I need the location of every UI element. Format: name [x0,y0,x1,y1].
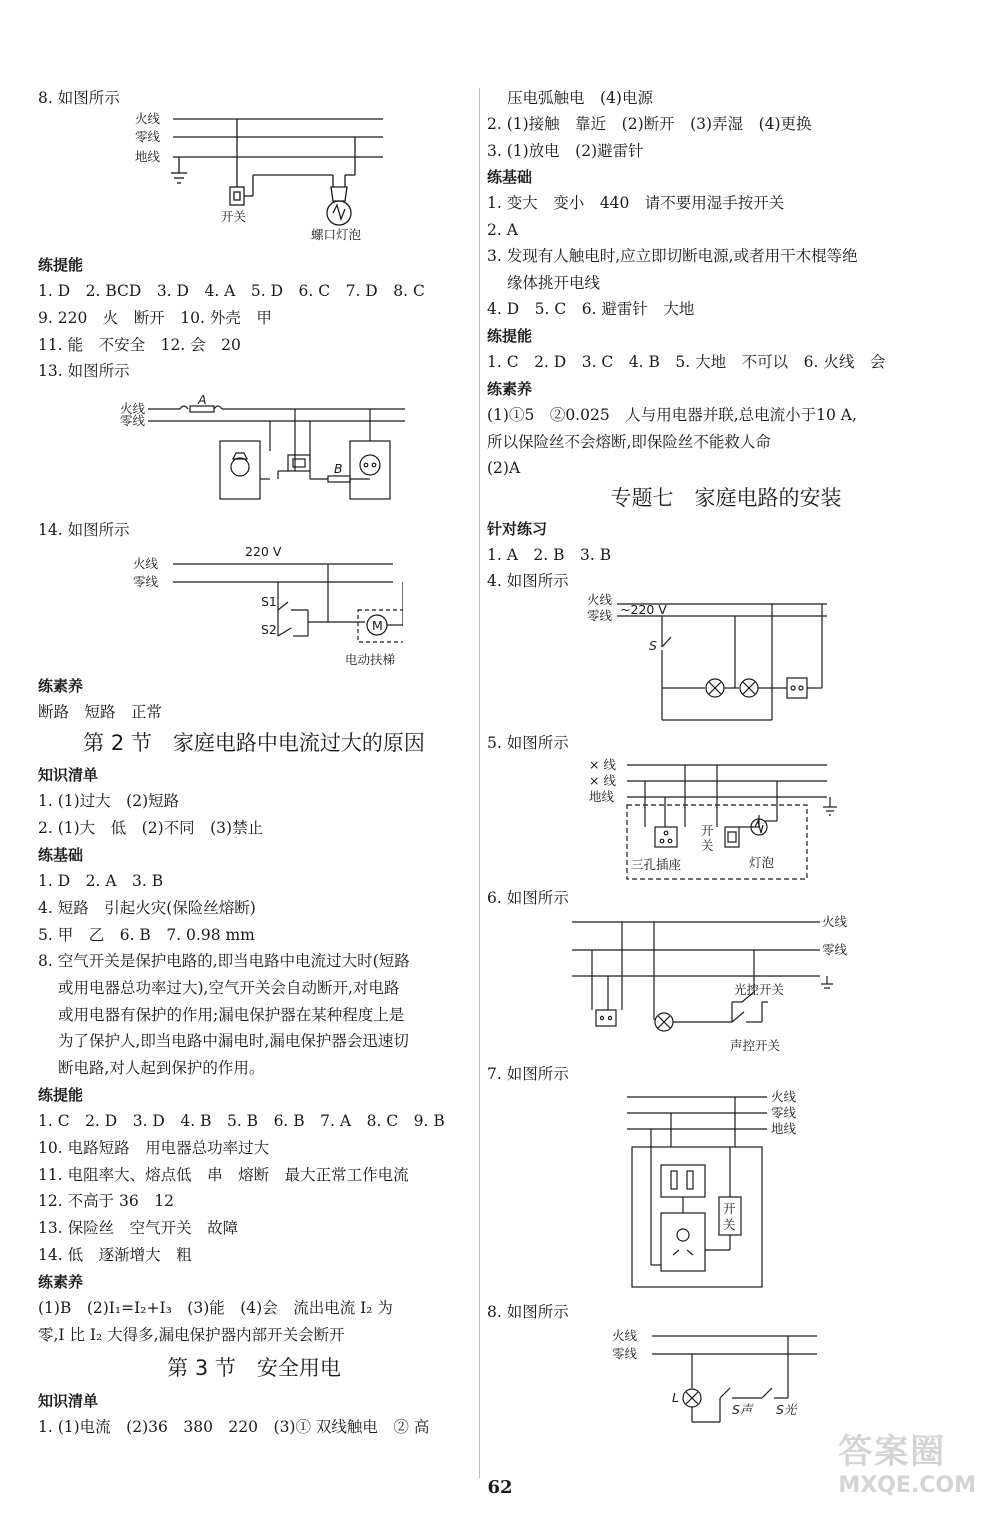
label-huoxian: 火线 [612,1328,638,1343]
answer-line: 1. 变大 变小 440 请不要用湿手按开关 [487,194,785,212]
answer-line: 8. 空气开关是保护电路的,即当电路中电流过大时(短路 [38,952,410,970]
label-dixian: 地线 [135,149,161,164]
answer-line: 断电路,对人起到保护的作用。 [58,1059,265,1077]
label-bulb: 灯泡 [749,855,775,870]
answer-line: 10. 电路短路 用电器总功率过大 [38,1139,270,1157]
answer-line: 所以保险丝不会熔断,即保险丝不能救人命 [487,433,771,451]
label-lamp-l: L [672,1390,679,1405]
label-huoxian: 火线 [771,1089,797,1104]
section-jichu: 练基础 [38,846,84,864]
section-tineng: 练提能 [487,327,533,345]
question-8-heading: 8. 如图所示 [38,89,120,107]
figure-q8-circuit-right [612,1322,832,1432]
label-guan: 关 [723,1217,736,1232]
topic-title-7: 专题七 家庭电路的安装 [610,486,842,510]
answer-line: 1. (1)电流 (2)36 380 220 (3)① 双线触电 ② 高 [38,1418,430,1436]
label-x-line-1: × 线 [589,757,616,772]
label-dixian: 地线 [771,1121,797,1136]
answer-line: 11. 电阻率大、熔点低 串 熔断 最大正常工作电流 [38,1166,409,1184]
label-lingxian: 零线 [587,608,613,623]
question-4-heading: 4. 如图所示 [487,572,569,590]
answer-line: 3. (1)放电 (2)避雷针 [487,142,644,160]
answer-line: (1)①5 ②0.025 人与用电器并联,总电流小于10 A, [487,406,857,424]
section-zhendui: 针对练习 [487,520,548,538]
label-voltage: ~220 V [620,602,667,617]
label-huoxian: 火线 [587,592,613,607]
question-7-heading: 7. 如图所示 [487,1065,569,1083]
section-tineng-2: 练提能 [38,1086,84,1104]
answer-line: 3. 发现有人触电时,应立即切断电源,或者用干木棍等绝 [487,247,858,265]
figure-q4-circuit [587,592,837,727]
question-13-heading: 13. 如图所示 [38,362,130,380]
label-fuse-a: A [198,395,207,407]
figure-q5-circuit [587,755,847,885]
label-switch: 开关 [221,209,247,224]
watermark-text: 答案圈 [838,1432,947,1472]
label-guan: 关 [701,838,714,853]
answer-line: 零,I 比 I₂ 大得多,漏电保护器内部开关会断开 [38,1326,345,1344]
label-switch-s: S [649,638,657,653]
label-kai: 开 [723,1201,736,1216]
label-s2: S2 [261,622,277,637]
label-x-line-2: × 线 [589,773,616,788]
figure-q13-circuit [120,395,420,505]
question-14-heading: 14. 如图所示 [38,521,130,539]
label-lingxian: 零线 [822,942,848,957]
answer-line: 1. D 2. A 3. B [38,872,164,890]
answer-line: 1. (1)过大 (2)短路 [38,792,180,810]
label-light-switch: 光控开关 [734,982,785,997]
answer-line: 或用电器有保护的作用;漏电保护器在某种程度上是 [58,1006,405,1024]
answer-line: 缘体挑开电线 [507,274,601,292]
label-huoxian: 火线 [822,914,848,929]
label-kai: 开 [701,823,714,838]
section-zhishi: 知识清单 [38,766,99,784]
question-5-heading: 5. 如图所示 [487,734,569,752]
label-s-sound: S声 [732,1402,753,1417]
answer-line: 4. 短路 引起火灾(保险丝熔断) [38,899,256,917]
figure-q7-circuit [627,1085,827,1295]
section-title-2: 第 2 节 家庭电路中电流过大的原因 [83,731,425,755]
watermark-url: MXQE.COM [838,1473,976,1498]
figure-q14-circuit [133,540,403,670]
answer-line: 为了保护人,即当电路中漏电时,漏电保护器会迅速切 [58,1032,409,1050]
label-s-light: S光 [776,1402,797,1417]
label-escalator: 电动扶梯 [345,652,396,667]
label-huoxian: 火线 [133,556,159,571]
section-tineng: 练提能 [38,256,84,274]
answer-line: 1. C 2. D 3. C 4. B 5. 大地 不可以 6. 火线 会 [487,353,886,371]
section-suyang-2: 练素养 [38,1273,84,1291]
answer-line: 压电弧触电 (4)电源 [507,89,653,107]
label-lingxian: 零线 [120,413,146,428]
answer-line: 1. C 2. D 3. D 4. B 5. B 6. B 7. A 8. C 9. B [38,1112,445,1130]
section-jichu: 练基础 [487,168,533,186]
answer-line: 2. (1)接触 靠近 (2)断开 (3)弄湿 (4)更换 [487,115,812,133]
answer-line: 断路 短路 正常 [38,703,163,721]
label-sound-switch: 声控开关 [730,1038,781,1053]
answer-line: 4. D 5. C 6. 避雷针 大地 [487,300,695,318]
answer-line: 12. 不高于 36 12 [38,1192,174,1210]
label-lingxian: 零线 [135,129,161,144]
label-huoxian: 火线 [120,401,146,416]
label-s1: S1 [261,594,277,609]
label-lingxian: 零线 [133,574,159,589]
page-number: 62 [487,1477,513,1498]
label-huoxian: 火线 [135,111,161,126]
answer-line: 1. D 2. BCD 3. D 4. A 5. D 6. C 7. D 8. C [38,282,425,300]
figure-q6-circuit [572,910,872,1060]
question-8-heading: 8. 如图所示 [487,1303,569,1321]
label-motor: M [372,618,383,633]
answer-line: 2. (1)大 低 (2)不同 (3)禁止 [38,819,264,837]
answer-line: 13. 保险丝 空气开关 故障 [38,1219,239,1237]
label-fuse-b: B [334,461,343,476]
label-dixian: 地线 [589,789,615,804]
label-voltage: 220 V [245,544,282,559]
section-title-3: 第 3 节 安全用电 [167,1356,341,1380]
label-three-pin-socket: 三孔插座 [631,857,682,872]
answer-line: 1. A 2. B 3. B [487,546,612,564]
figure-q8-circuit [133,105,393,245]
column-divider [479,88,480,1478]
answer-line: 2. A [487,221,518,239]
answer-line: 14. 低 逐渐增大 粗 [38,1246,192,1264]
label-lingxian: 零线 [771,1105,797,1120]
question-6-heading: 6. 如图所示 [487,889,569,907]
answer-line: (1)B (2)I₁=I₂+I₃ (3)能 (4)会 流出电流 I₂ 为 [38,1299,393,1317]
answer-line: 9. 220 火 断开 10. 外壳 甲 [38,309,272,327]
label-lingxian: 零线 [612,1346,638,1361]
label-screw-bulb: 螺口灯泡 [311,227,362,242]
watermark-logo [838,1424,976,1498]
answer-line: 5. 甲 乙 6. B 7. 0.98 mm [38,926,255,944]
section-suyang: 练素养 [487,380,533,398]
answer-line: 或用电器总功率过大),空气开关会自动断开,对电路 [58,979,400,997]
section-zhishi-2: 知识清单 [38,1392,99,1410]
answer-line: 11. 能 不安全 12. 会 20 [38,336,241,354]
answer-line: (2)A [487,459,521,477]
section-suyang: 练素养 [38,677,84,695]
